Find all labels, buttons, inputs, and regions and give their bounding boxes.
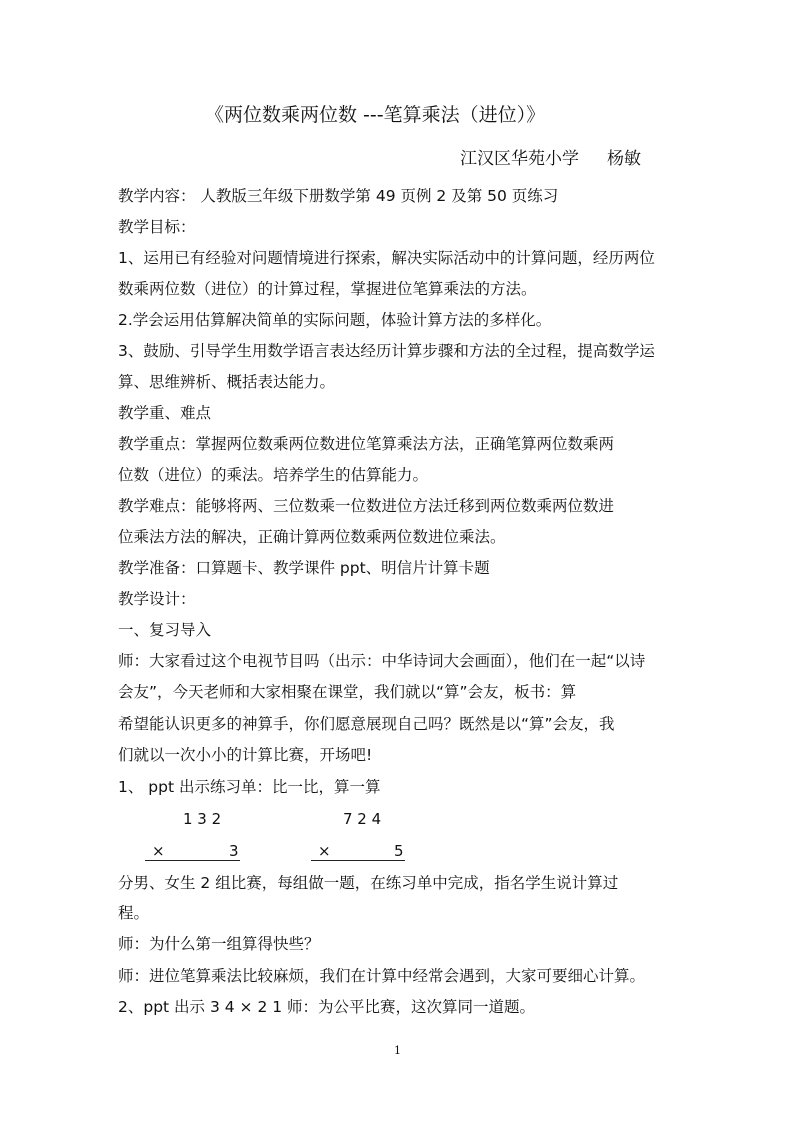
text-line: 们就以一次小小的计算比赛，开场吧! (118, 746, 373, 764)
problem-1-top: 1 3 2 (183, 810, 222, 828)
problem-2-bottom: 5 (394, 842, 404, 860)
text-line: 位数（进位）的乘法。培养学生的估算能力。 (118, 466, 429, 484)
text-line: 2.学会运用估算解决简单的实际问题，体验计算方法的多样化。 (118, 311, 552, 329)
text-line: 教学难点：能够将两、三位数乘一位数进位方法迁移到两位数乘两位数进 (118, 497, 615, 515)
text-line: 教学设计： (118, 590, 196, 608)
text-line: 师：大家看过这个电视节目吗（出示：中华诗词大会画面），他们在一起“以诗 (118, 652, 646, 670)
text-line: 教学重点：掌握两位数乘两位数进位笔算乘法方法，正确笔算两位数乘两 (118, 435, 615, 453)
text-line: 一、复习导入 (118, 621, 212, 639)
text-line: 位乘法方法的解决，正确计算两位数乘两位数进位乘法。 (118, 528, 506, 546)
text-line: 2、ppt 出示 3 4 × 2 1 师：为公平比赛，这次算同一道题。 (118, 998, 536, 1016)
text-line: 1、 ppt 出示练习单：比一比，算一算 (118, 778, 381, 796)
author-line (460, 148, 641, 170)
text-line: 教学内容： 人教版三年级下册数学第 49 页例 2 及第 50 页练习 (118, 187, 559, 205)
text-line: 分男、女生 2 组比赛，每组做一题，在练习单中完成，指名学生说计算过 (118, 874, 619, 892)
text-line: 教学准备：口算题卡、教学课件 ppt、明信片计算卡题 (118, 559, 490, 577)
problem-1-bottom: 3 (229, 842, 239, 860)
text-line: 3、鼓励、引导学生用数学语言表达经历计算步骤和方法的全过程，提高数学运 (118, 342, 655, 360)
text-line: 1、运用已有经验对问题情境进行探索，解决实际活动中的计算问题，经历两位 (118, 249, 655, 267)
problem-2-operator: × (318, 842, 331, 860)
text-line: 师：为什么第一组算得快些？ (118, 935, 320, 953)
text-line: 算、思维辨析、概括表达能力。 (118, 373, 336, 391)
text-line: 程。 (118, 904, 150, 922)
document-title: 《两位数乘两位数 ---笔算乘法（进位）》 (205, 104, 546, 126)
page-number: 1 (394, 1044, 401, 1057)
problem-2-underline (311, 860, 405, 861)
author-school: 江汉区华苑小学 (460, 149, 579, 169)
problem-1-operator: × (152, 842, 165, 860)
problem-2-top: 7 2 4 (343, 810, 382, 828)
text-line: 师：进位笔算乘法比较麻烦，我们在计算中经常会遇到，大家可要细心计算。 (118, 967, 646, 985)
text-line: 会友”，今天老师和大家相聚在课堂，我们就以“算”会友，板书：算 (118, 683, 577, 701)
text-line: 希望能认识更多的神算手，你们愿意展现自己吗？既然是以“算”会友，我 (118, 715, 615, 733)
text-line: 教学重、难点 (118, 404, 212, 422)
text-line: 数乘两位数（进位）的计算过程，掌握进位笔算乘法的方法。 (118, 280, 537, 298)
author-name: 杨敏 (607, 149, 641, 169)
problem-1-underline (145, 860, 240, 861)
text-line: 教学目标： (118, 218, 196, 236)
